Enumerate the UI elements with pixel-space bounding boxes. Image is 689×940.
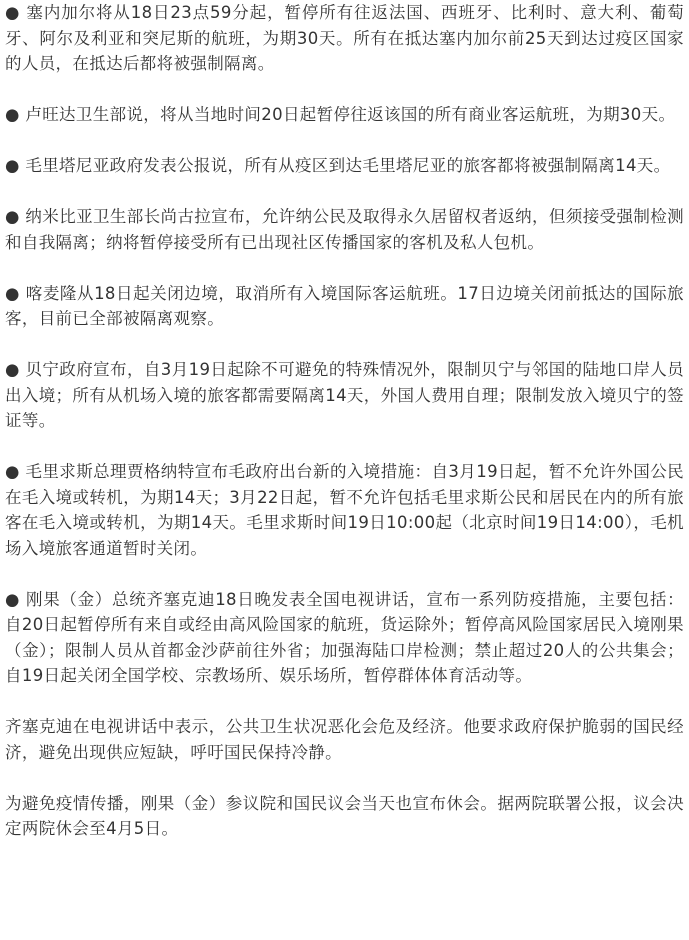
paragraph-cameroon: ● 喀麦隆从18日起关闭边境，取消所有入境国际客运航班。17日边境关闭前抵达的国际旅客，目前已全部被隔离观察。 (5, 283, 684, 328)
paragraph-drc-parliament: 为避免疫情传播，刚果（金）参议院和国民议会当天也宣布休会。据两院联署公报，议会决定两院休会至4月5日。 (5, 793, 684, 838)
paragraph-senegal: ● 塞内加尔将从18日23点59分起，暂停所有往返法国、西班牙、比利时、意大利、葡萄牙、阿尔及利亚和突尼斯的航班，为期30天。所有在抵达塞内加尔前25天到达过疫区国家的人员，在抵达后都将被强制隔离。 (5, 3, 684, 73)
paragraph-rwanda: ● 卢旺达卫生部说，将从当地时间20日起暂停往返该国的所有商业客运航班，为期30天。 (5, 105, 676, 124)
paragraph-mauritania: ● 毛里塔尼亚政府发表公报说，所有从疫区到达毛里塔尼亚的旅客都将被强制隔离14天。 (5, 156, 671, 175)
paragraph-spacer (5, 77, 684, 103)
paragraph-spacer (5, 332, 684, 358)
paragraph-drc-speech: 齐塞克迪在电视讲话中表示，公共卫生状况恶化会危及经济。他要求政府保护脆弱的国民经济，避免出现供应短缺，呼吁国民保持冷静。 (5, 717, 684, 762)
paragraph-spacer (5, 179, 684, 205)
paragraph-spacer (5, 561, 684, 587)
paragraph-spacer (5, 765, 684, 791)
paragraph-spacer (5, 689, 684, 715)
paragraph-drc: ● 刚果（金）总统齐塞克迪18日晚发表全国电视讲话，宣布一系列防疫措施，主要包括：自20日起暂停所有来自或经由高风险国家的航班，货运除外；暂停高风险国家居民入境刚果（金）；限制人员从首都金沙萨前往外省；加强海陆口岸检测；禁止超过20人的公共集会；自19日起关闭全国学校、宗教场所、娱乐场所，暂停群体体育活动等。 (5, 589, 684, 685)
paragraph-namibia: ● 纳米比亚卫生部长尚古拉宣布，允许纳公民及取得永久居留权者返纳，但须接受强制检测和自我隔离；纳将暂停接受所有已出现社区传播国家的客机及私人包机。 (5, 207, 684, 252)
news-article (5, 0, 684, 842)
paragraph-spacer (5, 434, 684, 460)
paragraph-spacer (5, 255, 684, 281)
paragraph-mauritius: ● 毛里求斯总理贾格纳特宣布毛政府出台新的入境措施：自3月19日起，暂不允许外国公民在毛入境或转机，为期14天；3月22日起，暂不允许包括毛里求斯公民和居民在内的所有旅客在毛入境或转机，为期14天。毛里求斯时间19日10:00起（北京时间19日14:00），毛机场入境旅客通道暂时关闭。 (5, 462, 684, 558)
paragraph-spacer (5, 128, 684, 154)
paragraph-benin: ● 贝宁政府宣布，自3月19日起除不可避免的特殊情况外，限制贝宁与邻国的陆地口岸人员出入境；所有从机场入境的旅客都需要隔离14天，外国人费用自理；限制发放入境贝宁的签证等。 (5, 360, 684, 430)
